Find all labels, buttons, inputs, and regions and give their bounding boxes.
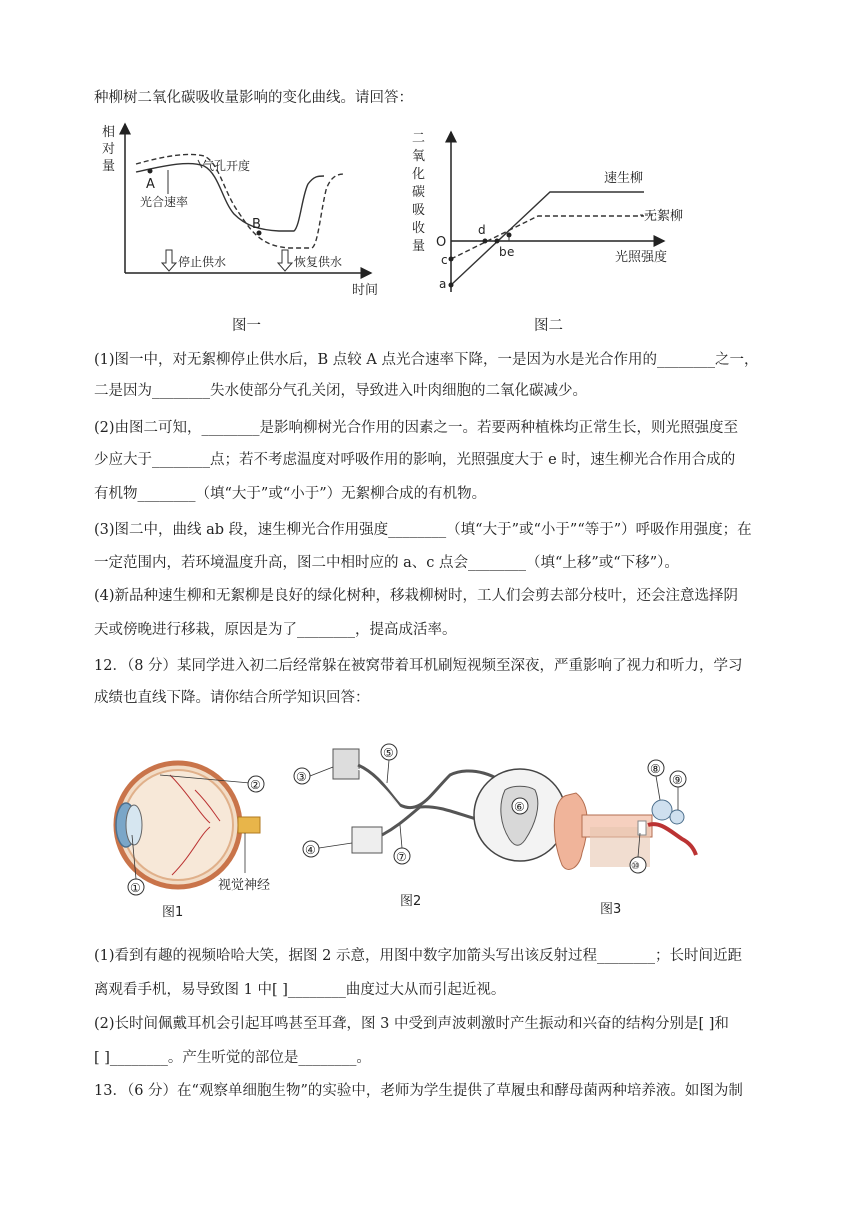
- stop-water-label: 停止供水: [178, 255, 227, 269]
- svg-text:d: d: [478, 223, 486, 237]
- q12-part2-line2: [ ]________。产生听觉的部位是________。: [94, 1050, 371, 1066]
- reflex-arc-diagram: [294, 744, 566, 909]
- svg-text:量: 量: [102, 159, 116, 174]
- ear-diagram: [554, 760, 696, 917]
- point-a: [148, 169, 153, 174]
- svg-text:b: b: [499, 245, 507, 259]
- svg-text:相: 相: [102, 125, 116, 140]
- svg-text:c: c: [441, 253, 448, 267]
- svg-text:⑧: ⑧: [650, 762, 661, 776]
- q12-stem-line2: 成绩也直线下降。请你结合所学知识回答：: [94, 690, 370, 706]
- svg-text:化: 化: [412, 167, 426, 182]
- figure-one-caption: 图一: [232, 318, 261, 334]
- svg-text:⑦: ⑦: [396, 850, 407, 864]
- svg-text:②: ②: [250, 778, 261, 792]
- svg-text:对: 对: [102, 142, 116, 157]
- svg-text:量: 量: [412, 239, 426, 254]
- q11-part2-line2: 少应大于________点；若不考虑温度对呼吸作用的影响，光照强度大于 e 时，速生柳光合作用合成的: [94, 452, 736, 468]
- optic-nerve-label: 视觉神经: [218, 878, 271, 893]
- q11-part2-line3: 有机物________（填“大于”或“小于”）无絮柳合成的有机物。: [94, 486, 487, 502]
- q12-part2-line1: (2)长时间佩戴耳机会引起耳鸣甚至耳聋，图 3 中受到声波刺激时产生振动和兴奋的结构分别是[ ]和: [94, 1016, 729, 1032]
- q11-part3-line1: (3)图二中，曲线 ab 段，速生柳光合作用强度________（填“大于”或“小于”“等于”）呼吸作用强度；在: [94, 522, 752, 538]
- fast-willow-line: [451, 192, 644, 285]
- point-a: [449, 283, 454, 288]
- svg-text:⑤: ⑤: [383, 746, 394, 760]
- restore-water-label: 恢复供水: [294, 255, 343, 269]
- svg-text:B: B: [252, 217, 261, 232]
- svg-text:收: 收: [412, 221, 426, 236]
- stop-water-arrow: [162, 250, 176, 271]
- point-c: [449, 257, 454, 262]
- figure-two-chart: [408, 122, 698, 312]
- figure-two-xlabel: 光照强度: [615, 250, 668, 265]
- svg-text:④: ④: [305, 843, 316, 857]
- eye-diagram: [116, 763, 270, 920]
- fig1-caption: 图1: [162, 905, 184, 920]
- q11-part2-line1: (2)由图二可知，________是影响柳树光合作用的因素之一。若要两种植株均正常生长，则光照强度至: [94, 420, 739, 436]
- point-b: [495, 239, 500, 244]
- q12-figures: [100, 735, 740, 925]
- figure-one-chart: [94, 118, 394, 308]
- svg-text:二: 二: [412, 131, 426, 146]
- q13-stem-line1: 13．（6 分）在“观察单细胞生物”的实验中，老师为学生提供了草履虫和酵母菌两种培养液。如图为制: [94, 1083, 743, 1099]
- q11-part4-line1: (4)新品种速生柳和无絮柳是良好的绿化树种，移栽柳树时，工人们会剪去部分枝叶，还会注意选择阴: [94, 588, 739, 604]
- restore-water-arrow: [278, 250, 292, 271]
- fig2-caption: 图2: [400, 894, 422, 909]
- q11-part3-line2: 一定范围内，若环境温度升高，图二中相时应的 a、c 点会________（填“上移”或“下移”）。: [94, 555, 679, 571]
- q12-part1-line1: (1)看到有趣的视频哈哈大笑，据图 2 示意，用图中数字加箭头写出该反射过程________；长时间近距: [94, 948, 742, 964]
- svg-text:吸: 吸: [412, 203, 426, 218]
- svg-text:a: a: [439, 277, 447, 291]
- q12-part1-line2: 离观看手机，易导致图 1 中[ ]________曲度过大从而引起近视。: [94, 982, 506, 998]
- figure-two-ylabel: [412, 131, 425, 254]
- figure-two-caption: 图二: [534, 318, 563, 334]
- svg-text:氧: 氧: [412, 149, 426, 164]
- photosynthesis-label: 光合速率: [140, 195, 189, 209]
- stomata-label: 气孔开度: [202, 159, 251, 173]
- svg-text:e: e: [507, 245, 515, 259]
- q11-part4-line2: 天或傍晚进行移栽，原因是为了________，提高成活率。: [94, 622, 457, 638]
- point-d: [483, 239, 488, 244]
- svg-text:③: ③: [296, 770, 307, 784]
- figure-one-xlabel: 时间: [352, 283, 379, 298]
- svg-text:⑥: ⑥: [514, 800, 525, 814]
- seedless-willow-label: 无絮柳: [644, 209, 684, 224]
- svg-text:A: A: [146, 177, 155, 192]
- svg-text:⑨: ⑨: [672, 773, 683, 787]
- origin-label: O: [436, 235, 447, 250]
- fast-willow-label: 速生柳: [604, 171, 644, 186]
- svg-text:①: ①: [130, 881, 141, 895]
- intro-line: 种柳树二氧化碳吸收量影响的变化曲线。请回答：: [94, 90, 413, 106]
- fig3-caption: 图3: [600, 902, 622, 917]
- q11-part1-line2: 二是因为________失水使部分气孔关闭，导致进入叶肉细胞的二氧化碳减少。: [94, 383, 587, 399]
- q12-stem-line1: 12．（8 分）某同学进入初二后经常躲在被窝带着耳机刷短视频至深夜，严重影响了视力和听力，学习: [94, 658, 743, 674]
- figure-one-ylabel: [102, 124, 115, 174]
- q11-part1-line1: (1)图一中，对无絮柳停止供水后，B 点较 A 点光合速率下降，一是因为水是光合作用的________之一，: [94, 352, 759, 368]
- svg-text:碳: 碳: [412, 185, 426, 200]
- svg-text:⑩: ⑩: [631, 861, 640, 872]
